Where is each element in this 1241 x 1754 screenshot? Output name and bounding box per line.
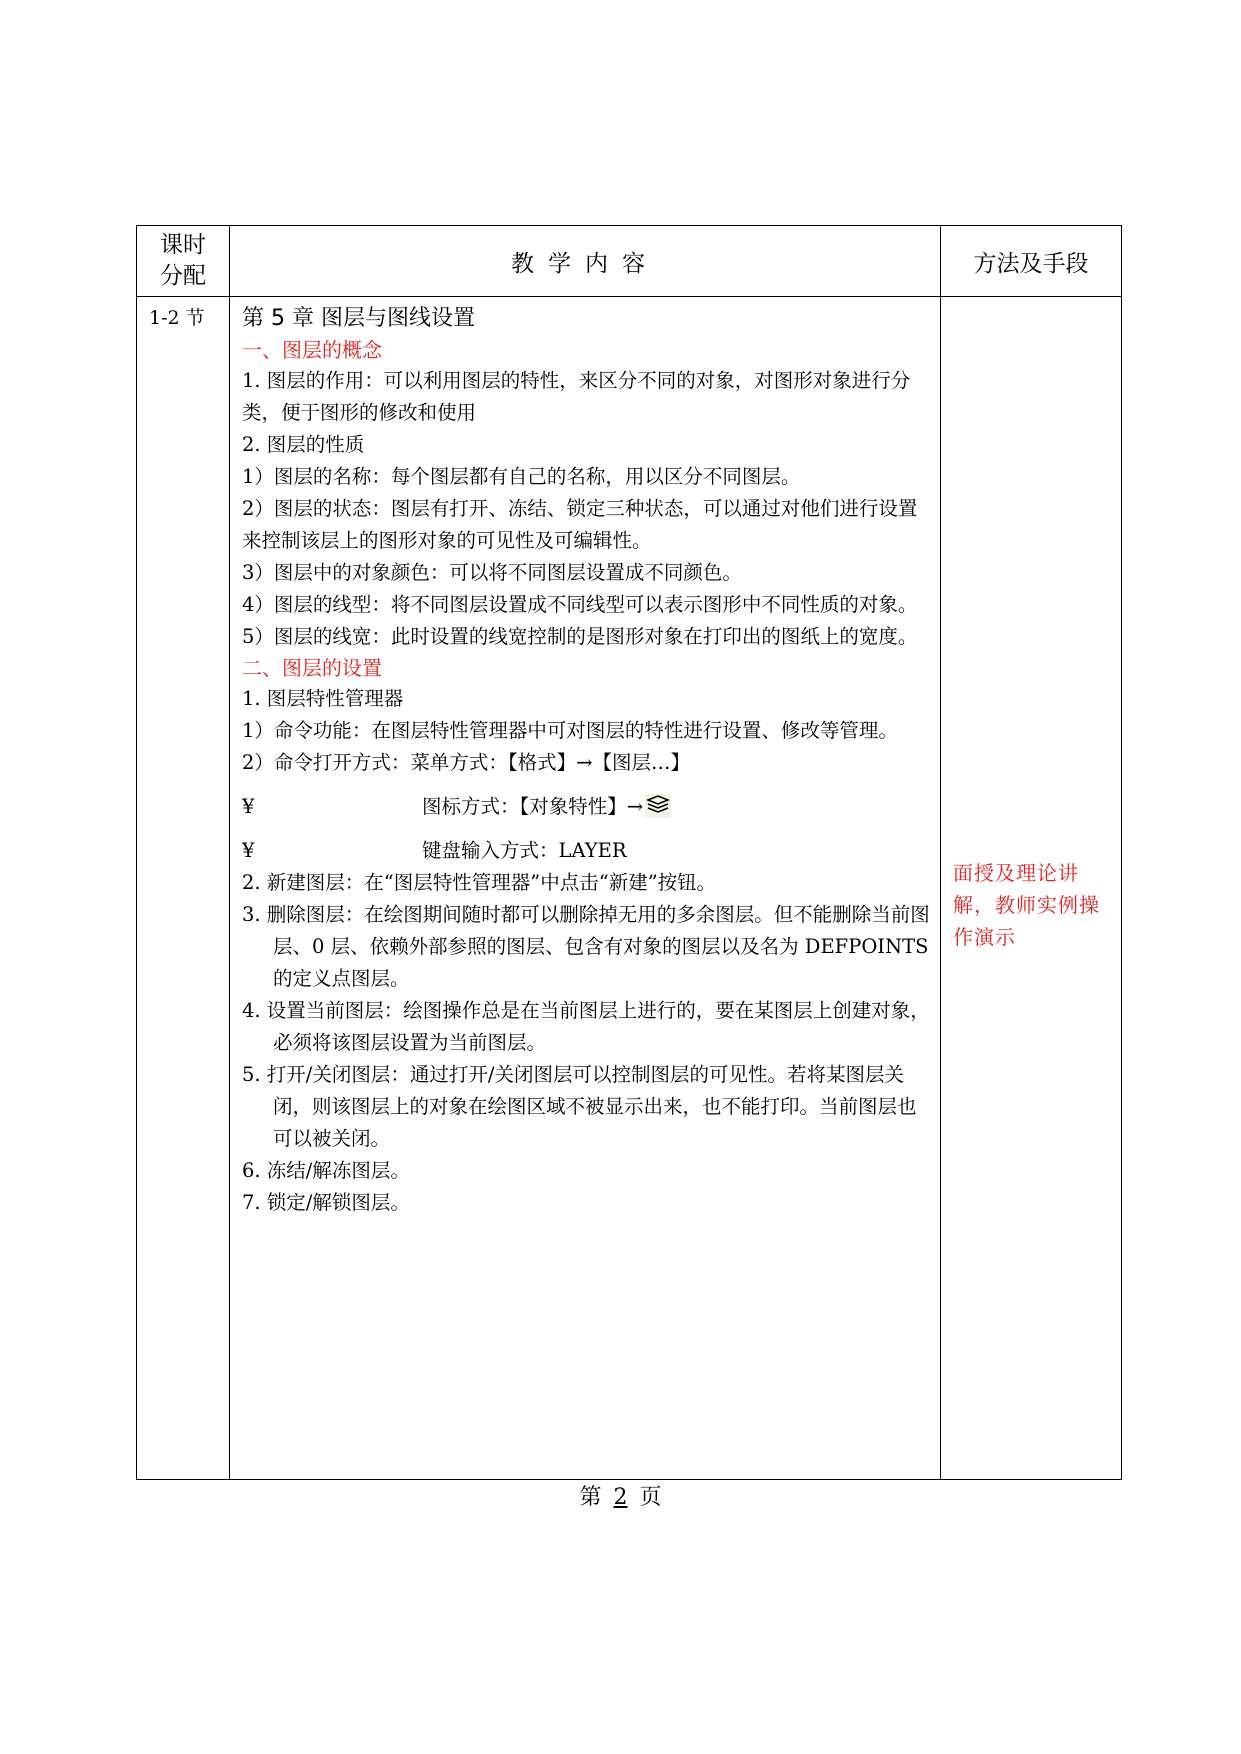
header-time-line1: 课时: [160, 232, 206, 258]
header-method-cell: [941, 226, 1122, 297]
settings-item: 4. 设置当前图层：绘图操作总是在当前图层上进行的，要在某图层上创建对象，必须将该图层设置为当前图层。: [242, 999, 930, 1054]
page-number: [0, 1480, 1241, 1511]
command-open-icon: 图标方式：【对象特性】→: [422, 795, 644, 818]
settings-item: 2. 新建图层：在“图层特性管理器”中点击“新建”按钮。: [242, 871, 717, 894]
concept-line: 1）图层的名称：每个图层都有自己的名称，用以区分不同图层。: [242, 465, 801, 488]
settings-subtitle: 1. 图层特性管理器: [242, 687, 404, 710]
section-title-concept: 一、图层的概念: [242, 338, 382, 362]
header-content-label: 教学内容: [511, 250, 659, 277]
time-allocation: 1-2 节: [149, 307, 205, 329]
settings-item: 7. 锁定/解锁图层。: [242, 1191, 410, 1214]
content-cell: [230, 297, 941, 1480]
concept-line: 5）图层的线宽：此时设置的线宽控制的是图形对象在打印出的图纸上的宽度。: [242, 625, 918, 648]
command-function: 1）命令功能：在图层特性管理器中可对图层的特性进行设置、修改等管理。: [242, 719, 898, 742]
section-title-settings: 二、图层的设置: [242, 656, 382, 680]
table-body-row: [137, 297, 1122, 1480]
layers-icon: [645, 794, 671, 818]
command-open-keyboard: 键盘输入方式：LAYER: [422, 839, 627, 862]
command-open-icon-line: [242, 791, 930, 823]
settings-item: 6. 冻结/解冻图层。: [242, 1159, 410, 1182]
header-content-cell: [230, 226, 941, 297]
bullet-glyph: ¥: [242, 839, 255, 862]
command-open-menu: 2）命令打开方式：菜单方式：【格式】→【图层…】: [242, 751, 690, 774]
concept-line: 2. 图层的性质: [242, 433, 365, 456]
method-cell: [941, 297, 1122, 1480]
chapter-title: 第 5 章 图层与图线设置: [242, 306, 475, 331]
header-method-label: 方法及手段: [973, 250, 1089, 277]
settings-item: 5. 打开/关闭图层：通过打开/关闭图层可以控制图层的可见性。若将某图层关闭，则该图层上的对象在绘图区域不被显示出来，也不能打印。当前图层也可以被关闭。: [242, 1063, 917, 1150]
time-cell: [137, 297, 230, 1480]
command-open-keyboard-line: [242, 835, 930, 867]
concept-line: 3）图层中的对象颜色：可以将不同图层设置成不同颜色。: [242, 561, 742, 584]
concept-line: 1. 图层的作用：可以利用图层的特性，来区分不同的对象，对图形对象进行分类，便于图形的修改和使用: [242, 369, 911, 424]
table-header-row: [137, 226, 1122, 297]
settings-item: 3. 删除图层：在绘图期间随时都可以删除掉无用的多余图层。但不能删除当前图层、0 层、依赖外部参照的图层、包含有对象的图层以及名为 DEFPOINTS 的定义点图层。: [242, 903, 930, 990]
lesson-table: [136, 225, 1122, 1480]
header-time-cell: [137, 226, 230, 297]
page-prefix: 第: [579, 1485, 602, 1510]
header-time-line2: 分配: [160, 263, 206, 289]
page-suffix: 页: [639, 1485, 662, 1510]
method-text: 面授及理论讲解，教师实例操作演示: [953, 861, 1100, 949]
bullet-glyph: ¥: [242, 795, 255, 818]
concept-line: 2）图层的状态：图层有打开、冻结、锁定三种状态，可以通过对他们进行设置来控制该层上的图形对象的可见性及可编辑性。: [242, 497, 918, 552]
concept-line: 4）图层的线型：将不同图层设置成不同线型可以表示图形中不同性质的对象。: [242, 593, 918, 616]
page-number-value: 2: [613, 1485, 628, 1510]
